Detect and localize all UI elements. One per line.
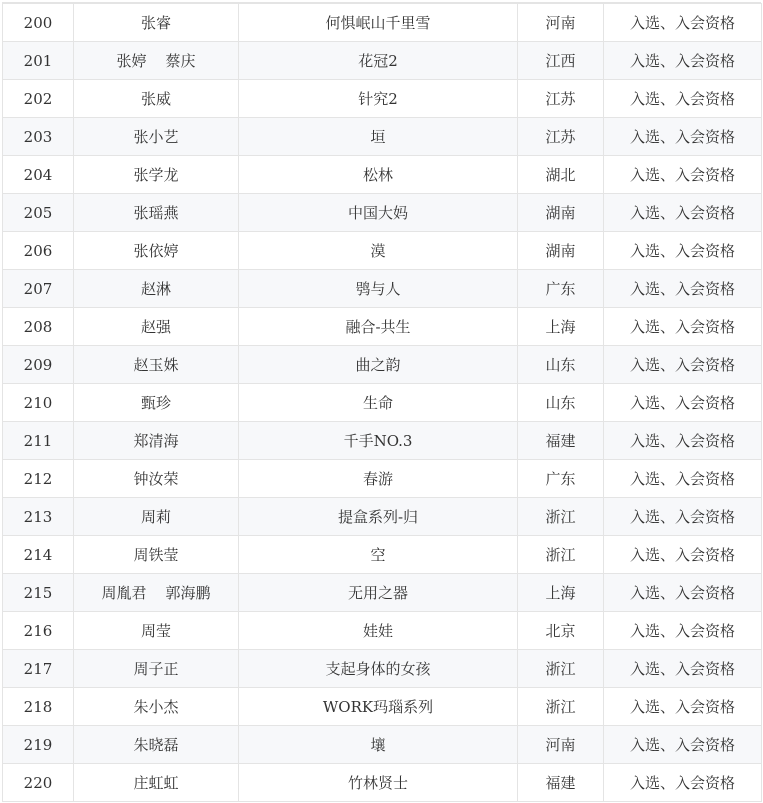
status: 入选、入会资格: [604, 80, 762, 118]
work-title: 春游: [239, 460, 518, 498]
table-row: [3, 460, 762, 498]
table-row: [3, 574, 762, 612]
row-number: 219: [3, 726, 74, 764]
row-number: 205: [3, 194, 74, 232]
province: 湖北: [518, 156, 604, 194]
province: 福建: [518, 764, 604, 802]
artist-name: 甄珍: [74, 384, 239, 422]
artist-name: 周铁莹: [74, 536, 239, 574]
row-number: 220: [3, 764, 74, 802]
work-title: 花冠2: [239, 42, 518, 80]
table-row: [3, 384, 762, 422]
status: 入选、入会资格: [604, 194, 762, 232]
artist-name: 张依婷: [74, 232, 239, 270]
work-title: 竹林贤士: [239, 764, 518, 802]
work-title: 松林: [239, 156, 518, 194]
status: 入选、入会资格: [604, 4, 762, 42]
work-title: 提盒系列-归: [239, 498, 518, 536]
work-title: 曲之韵: [239, 346, 518, 384]
row-number: 208: [3, 308, 74, 346]
status: 入选、入会资格: [604, 156, 762, 194]
artist-name: 张小艺: [74, 118, 239, 156]
work-title: 无用之器: [239, 574, 518, 612]
table-row: [3, 232, 762, 270]
table-row: [3, 118, 762, 156]
row-number: 212: [3, 460, 74, 498]
province: 山东: [518, 346, 604, 384]
status: 入选、入会资格: [604, 308, 762, 346]
table-row: [3, 688, 762, 726]
status: 入选、入会资格: [604, 384, 762, 422]
province: 浙江: [518, 536, 604, 574]
province: 湖南: [518, 194, 604, 232]
row-number: 203: [3, 118, 74, 156]
province: 上海: [518, 308, 604, 346]
table-row: [3, 536, 762, 574]
province: 广东: [518, 270, 604, 308]
artist-name: 赵淋: [74, 270, 239, 308]
table-row: [3, 42, 762, 80]
work-title: 壤: [239, 726, 518, 764]
artist-name: 张睿: [74, 4, 239, 42]
table-row: [3, 422, 762, 460]
table-row: [3, 498, 762, 536]
row-number: 206: [3, 232, 74, 270]
status: 入选、入会资格: [604, 536, 762, 574]
artist-name: 张威: [74, 80, 239, 118]
row-number: 207: [3, 270, 74, 308]
row-number: 216: [3, 612, 74, 650]
province: 湖南: [518, 232, 604, 270]
row-number: 218: [3, 688, 74, 726]
table-row: [3, 156, 762, 194]
artist-name: 周胤君 郭海鹏: [74, 574, 239, 612]
artist-name: 赵玉姝: [74, 346, 239, 384]
work-title: 鸮与人: [239, 270, 518, 308]
province: 福建: [518, 422, 604, 460]
row-number: 214: [3, 536, 74, 574]
artist-name: 张瑶燕: [74, 194, 239, 232]
table-row: [3, 270, 762, 308]
table-row: [3, 612, 762, 650]
work-title: 漠: [239, 232, 518, 270]
province: 江苏: [518, 118, 604, 156]
status: 入选、入会资格: [604, 650, 762, 688]
province: 江西: [518, 42, 604, 80]
status: 入选、入会资格: [604, 612, 762, 650]
work-title: 中国大妈: [239, 194, 518, 232]
row-number: 200: [3, 4, 74, 42]
work-title: 生命: [239, 384, 518, 422]
artist-name: 朱晓磊: [74, 726, 239, 764]
row-number: 210: [3, 384, 74, 422]
table-row: [3, 194, 762, 232]
status: 入选、入会资格: [604, 764, 762, 802]
work-title: 针究2: [239, 80, 518, 118]
row-number: 204: [3, 156, 74, 194]
row-number: 202: [3, 80, 74, 118]
artist-name: 张婷 蔡庆: [74, 42, 239, 80]
status: 入选、入会资格: [604, 574, 762, 612]
status: 入选、入会资格: [604, 498, 762, 536]
work-title: 空: [239, 536, 518, 574]
status: 入选、入会资格: [604, 688, 762, 726]
status: 入选、入会资格: [604, 118, 762, 156]
row-number: 215: [3, 574, 74, 612]
artist-name: 周莉: [74, 498, 239, 536]
artist-name: 朱小杰: [74, 688, 239, 726]
work-title: WORK玛瑙系列: [239, 688, 518, 726]
work-title: 支起身体的女孩: [239, 650, 518, 688]
province: 河南: [518, 726, 604, 764]
artist-name: 周子正: [74, 650, 239, 688]
table-row: [3, 726, 762, 764]
province: 江苏: [518, 80, 604, 118]
status: 入选、入会资格: [604, 726, 762, 764]
row-number: 209: [3, 346, 74, 384]
province: 山东: [518, 384, 604, 422]
table-row: [3, 650, 762, 688]
artist-name: 周莹: [74, 612, 239, 650]
work-title: 融合-共生: [239, 308, 518, 346]
status: 入选、入会资格: [604, 42, 762, 80]
artist-name: 庄虹虹: [74, 764, 239, 802]
table-row: [3, 80, 762, 118]
table-row: [3, 308, 762, 346]
work-title: 娃娃: [239, 612, 518, 650]
province: 浙江: [518, 650, 604, 688]
province: 浙江: [518, 498, 604, 536]
status: 入选、入会资格: [604, 232, 762, 270]
province: 上海: [518, 574, 604, 612]
table-row: [3, 346, 762, 384]
province: 河南: [518, 4, 604, 42]
row-number: 201: [3, 42, 74, 80]
province: 广东: [518, 460, 604, 498]
table-row: [3, 764, 762, 802]
row-number: 217: [3, 650, 74, 688]
status: 入选、入会资格: [604, 270, 762, 308]
status: 入选、入会资格: [604, 460, 762, 498]
table-body: [3, 4, 762, 802]
province: 北京: [518, 612, 604, 650]
artist-name: 钟汝荣: [74, 460, 239, 498]
work-title: 何惧岷山千里雪: [239, 4, 518, 42]
row-number: 213: [3, 498, 74, 536]
work-title: 垣: [239, 118, 518, 156]
work-title: 千手NO.3: [239, 422, 518, 460]
row-number: 211: [3, 422, 74, 460]
selection-results-table: [2, 3, 762, 802]
status: 入选、入会资格: [604, 422, 762, 460]
table-row: [3, 4, 762, 42]
artist-name: 张学龙: [74, 156, 239, 194]
artist-name: 郑清海: [74, 422, 239, 460]
status: 入选、入会资格: [604, 346, 762, 384]
province: 浙江: [518, 688, 604, 726]
artist-name: 赵强: [74, 308, 239, 346]
